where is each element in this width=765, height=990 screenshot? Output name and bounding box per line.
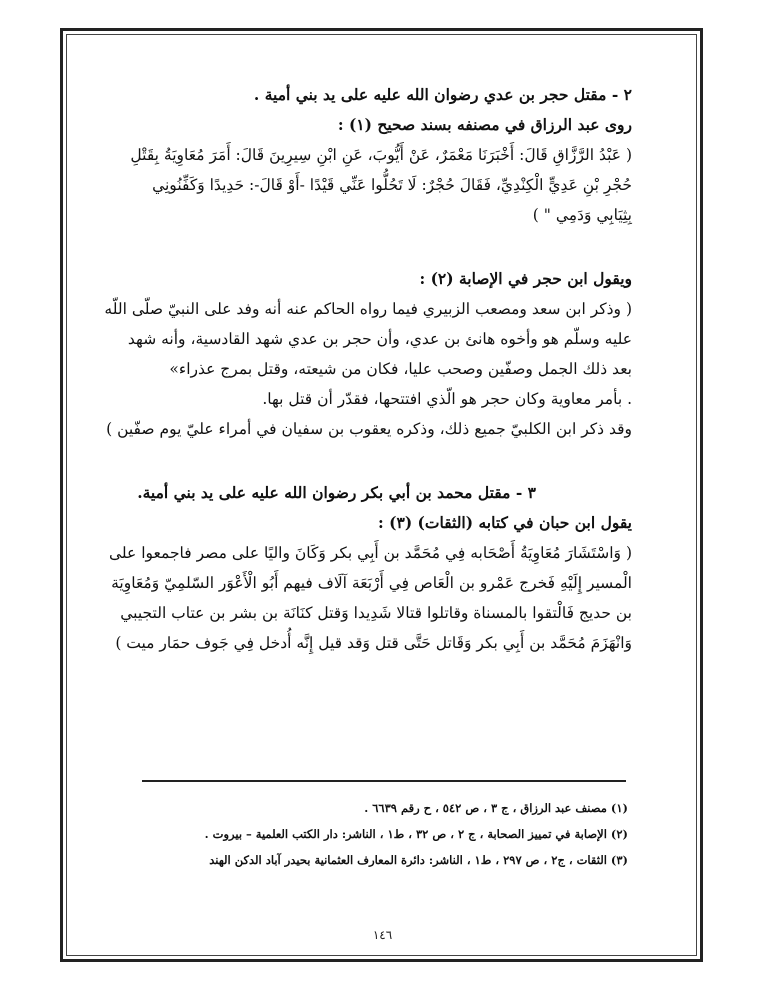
intro-ibnhibban: يقول ابن حبان في كتابه (الثقات) (٣) : <box>378 513 632 532</box>
quote-line: بِثِيَابِي وَدَمِي " ) <box>532 206 632 224</box>
quote-line: ( عَبْدُ الرَّزَّاقِ قَالَ: أَخْبَرَنَا مَعْمَرٌ، عَنْ أَيُّوبَ، عَنِ ابْنِ سِيرِينَ قَالَ: أَمَرَ مُعَاوِيَةُ بِقَتْلِ <box>130 146 632 164</box>
page-number: ١٤٦ <box>372 928 393 942</box>
page-body <box>104 80 632 658</box>
footnote: (٢) الإصابة في تمييز الصحابة ، ج ٢ ، ص ٣٢ ، ط١ ، الناشر: دار الكتب العلمية – بيروت . <box>204 827 628 841</box>
footnote: (٣) الثقات ، ج٢ ، ص ٢٩٧ ، ط١ ، الناشر: دائرة المعارف العثمانية بحيدر آباد الدكن الهند <box>209 853 628 867</box>
intro-abdulrazzaq: روى عبد الرزاق في مصنفه بسند صحيح (١) : <box>337 115 632 134</box>
quote-line: ( وَاسْتَشَارَ مُعَاوِيَةُ أَصْحَابه فِي مُحَمَّد بن أَبِي بكر وَكَانَ واليًا على مصر فاجمعوا على <box>108 544 632 562</box>
quote-line: بن حديج فَالْتقوا بالمسناة وقاتلوا قتالا شَدِيدا وَقتل كنَانَة بن بشر بن عتاب التجيبي <box>120 604 632 622</box>
quote-line: وَانْهَزَمَ مُحَمَّد بن أَبِي بكر وَقَاتل حَتَّى قتل وَقد قيل إِنَّه أُدخل فِي جَوف حمَار ميت ) <box>115 634 632 652</box>
quote-ibnhajar <box>104 294 632 444</box>
quote-abdulrazzaq <box>132 140 632 230</box>
footnote-separator <box>142 780 626 782</box>
quote-line: . بأمر معاوية وكان حجر هو الّذي افتتحها، فقدّر أن قتل بها. <box>262 390 632 408</box>
footnotes <box>150 795 628 873</box>
quote-line: حُجْرِ بْنِ عَدِيٍّ الْكِنْدِيِّ، فَقَالَ حُجْرٌ: لَا تَحُلُّوا عَنِّي قَيْدًا -أَوْ قَالَ-: حَدِيدًا وَكَفِّنُونِي <box>152 176 632 194</box>
quote-line: عليه وسلّم هو وأخوه هانئ بن عدي، وأن حجر بن عدي شهد القادسية، وأنه شهد <box>127 330 632 348</box>
quote-line: الْمسير إِلَيْهِ فَخرج عَمْرو بن الْعَاص فِي أَرْبَعَة آلَاف فيهم أَبُو الْأَعْوَر السّلمِيّ وَمُعَاوِيَة <box>111 574 632 592</box>
quote-ibnhibban <box>108 538 632 658</box>
quote-line: بعد ذلك الجمل وصفّين وصحب عليا، فكان من شيعته، وقتل بمرج عذراء» <box>169 360 632 378</box>
section-heading-2: ٢ - مقتل حجر بن عدي رضوان الله عليه على يد بني أمية . <box>253 85 632 104</box>
quote-line: ( وذكر ابن سعد ومصعب الزبيري فيما رواه الحاكم عنه أنه وفد على النبيّ صلّى اللّه <box>104 300 632 318</box>
section-heading-3: ٣ - مقتل محمد بن أبي بكر رضوان الله عليه على يد بني أمية. <box>137 483 536 502</box>
intro-ibnhajar: ويقول ابن حجر في الإصابة (٢) : <box>419 269 632 288</box>
quote-line: وقد ذكر ابن الكلبيّ جميع ذلك، وذكره يعقوب بن سفيان في أمراء عليّ يوم صفّين ) <box>106 420 632 438</box>
footnote: (١) مصنف عبد الرزاق ، ج ٣ ، ص ٥٤٢ ، ح رقم ٦٦٣٩ . <box>364 801 628 815</box>
